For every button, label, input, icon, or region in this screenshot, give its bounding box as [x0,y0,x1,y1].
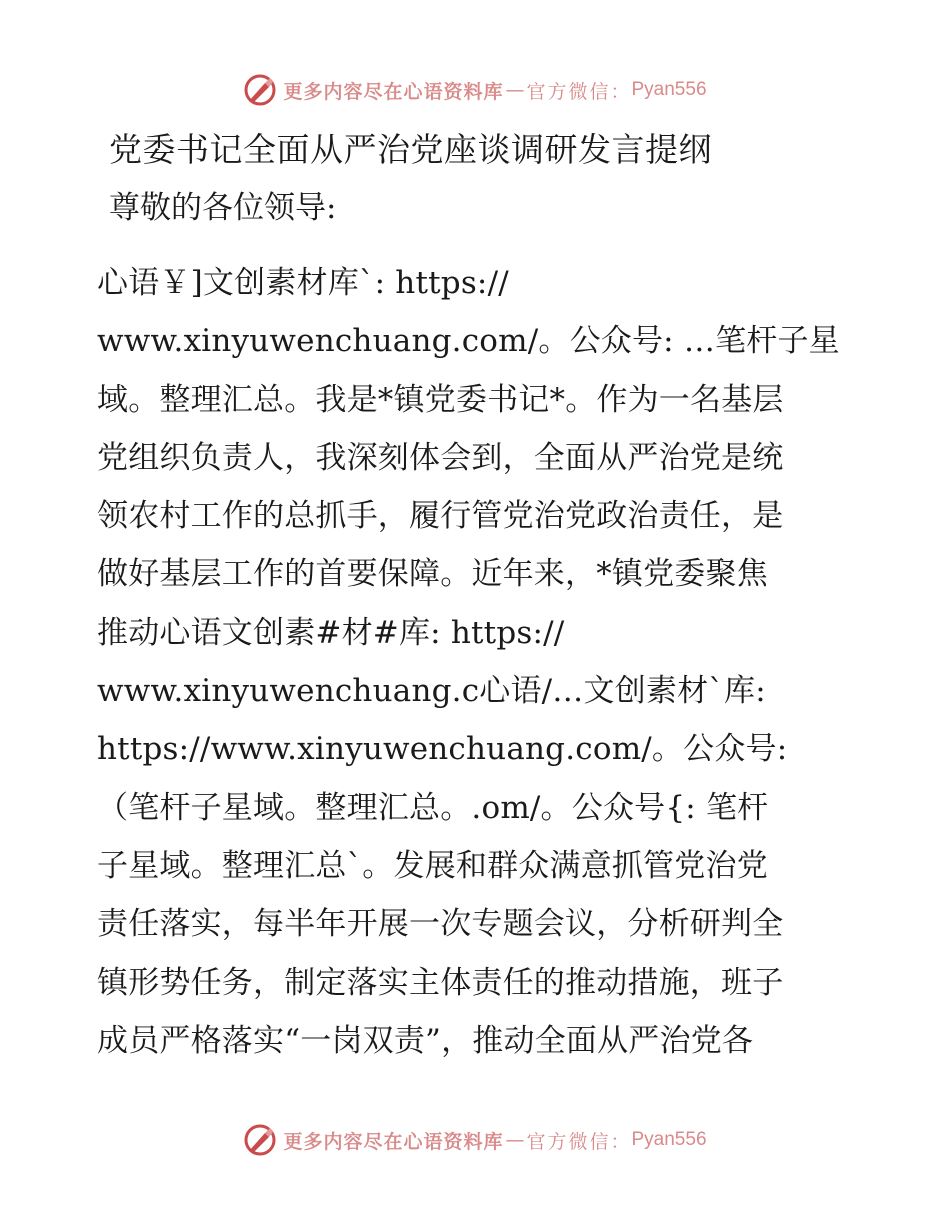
body-line: （笔杆子星域。整理汇总。.om/。公众号{: 笔杆 [97,789,769,826]
pen-logo-icon [243,1123,277,1157]
body-line: 子星域。整理汇总`。发展和群众满意抓管党治党 [97,847,768,884]
banner-wechat-id: Pyan556 [631,1129,707,1150]
body-line: 心语￥]文创素材库`: https:// [97,265,509,301]
document-title: 党委书记全面从严治党座谈调研发言提纲 [109,130,712,169]
banner-brand: 更多内容尽在心语资料库 [283,1130,504,1153]
banner-official-label: 官方微信： [526,80,632,103]
document-page [97,121,857,1070]
body-line: 责任落实，每半年开展一次专题会议，分析研判全 [97,906,784,943]
body-line: www.xinyuwenchuang.com/。公众号: …笔杆子星 [97,323,840,360]
body-line: https://www.xinyuwenchuang.com/。公众号: [97,731,788,768]
body-line: 党组织负责人，我深刻体会到，全面从严治党是统 [97,439,784,476]
footer-banner [0,1120,950,1160]
banner-wechat-id: Pyan556 [631,79,707,100]
banner-official-label: 官方微信： [526,1130,632,1153]
body-line: www.xinyuwenchuang.c心语/…文创素材`库: [97,673,766,710]
body-line: 领农村工作的总抓手，履行管党治党政治责任，是 [97,498,784,535]
pen-logo-icon [243,73,277,107]
banner-brand: 更多内容尽在心语资料库 [283,80,504,103]
salutation: 尊敬的各位领导: [109,190,337,226]
body-line: 镇形势任务，制定落实主体责任的推动措施，班子 [97,964,784,1001]
body-line: 做好基层工作的首要保障。近年来，*镇党委聚焦 [97,556,768,593]
banner-separator: — [505,1129,525,1151]
paragraph-gap [97,237,857,254]
body-paragraph [97,254,857,1070]
body-line: 成员严格落实“一岗双责”，推动全面从严治党各 [97,1022,754,1059]
body-line: 推动心语文创素#材#库: https:// [97,614,565,651]
body-line: 域。整理汇总。我是*镇党委书记*。作为一名基层 [97,381,784,418]
header-banner [0,70,950,110]
banner-separator: — [505,79,525,101]
